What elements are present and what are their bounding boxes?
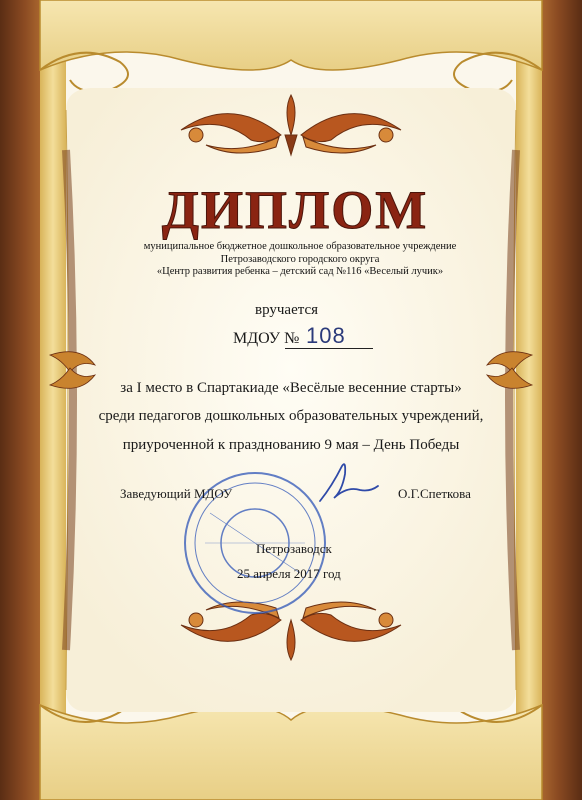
recipient-prefix: МДОУ №	[233, 330, 300, 347]
recipient-number: 108	[306, 323, 346, 348]
head-label: Заведующий МДОУ	[120, 486, 233, 501]
organization-line-3: «Центр развития ребенка – детский сад №116 «Веселый лучик»	[156, 266, 444, 277]
awarded-label: вручается	[255, 302, 319, 318]
reason-line-3: приуроченной к празднованию 9 мая – День Победы	[122, 437, 460, 453]
date: 25 апреля 2017 год	[237, 566, 341, 581]
reason-line-2: среди педагогов дошкольных образовательных учреждений,	[98, 408, 484, 424]
reason-line-1: за I место в Спартакиаде «Весёлые весенние старты»	[120, 380, 462, 396]
diploma-title	[150, 178, 440, 240]
city: Петрозаводск	[256, 541, 332, 556]
title-text: ДИПЛОМ	[161, 180, 429, 240]
organization-block	[110, 241, 490, 279]
organization-line-1: муниципальное бюджетное дошкольное образовательное учреждение	[143, 241, 457, 252]
organization-line-2: Петрозаводского городского округа	[220, 253, 380, 265]
head-name: О.Г.Спеткова	[398, 486, 471, 501]
signature	[312, 456, 382, 508]
